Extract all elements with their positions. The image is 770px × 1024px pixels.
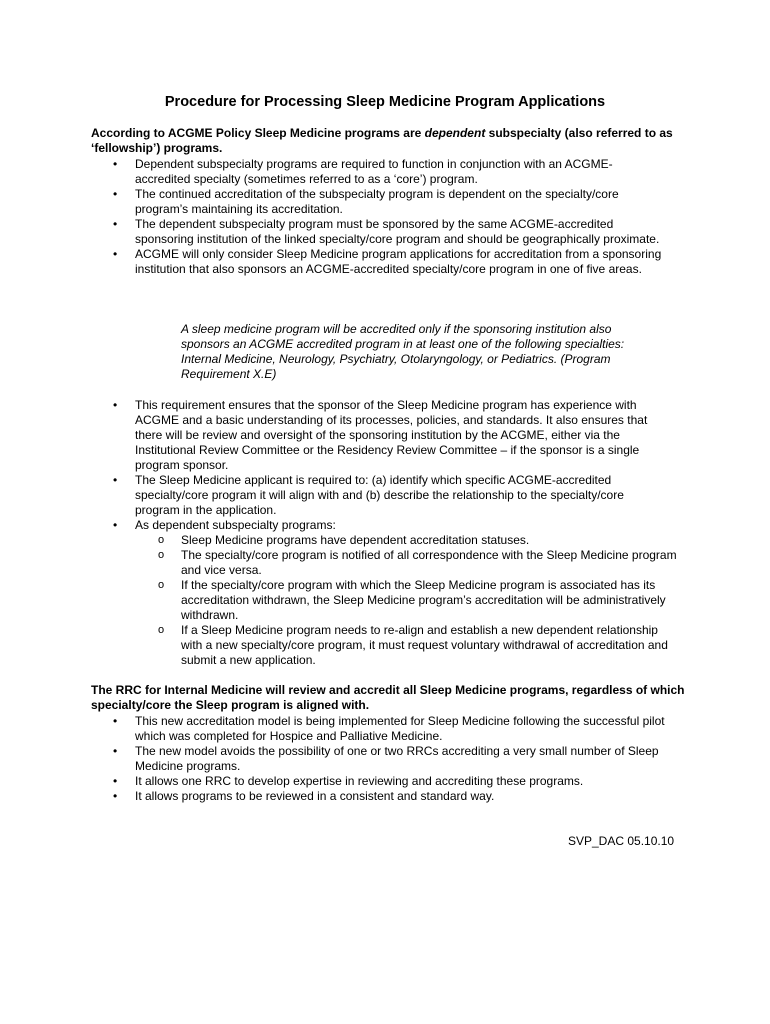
sub-list-item: o If a Sleep Medicine program needs to re-align and establish a new dependent relationship with a new specialty/core program, it must request voluntary withdrawal of accreditation and submit a new application. <box>158 623 668 667</box>
section1-heading: According to ACGME Policy Sleep Medicine programs are dependent subspecialty (also referred to as ‘fellowship’) programs. <box>91 126 673 155</box>
section1-bullet-list-2 <box>0 398 677 668</box>
program-requirement-quote: A sleep medicine program will be accredited only if the sponsoring institution also sponsors an ACGME accredited program in at least one of the following specialties: Internal Medicine, Neurology, Psychiatry, Otolaryngology, or Pediatrics. (Program Requirement X.E) <box>181 322 625 381</box>
bullet-icon: • <box>113 217 118 231</box>
section2-bullet-list <box>0 714 665 804</box>
circle-bullet-icon: o <box>158 579 165 591</box>
sub-bullet-list <box>135 533 677 668</box>
emphasis-dependent: dependent <box>424 126 486 140</box>
sub-list-item: o If the specialty/core program with which the Sleep Medicine program is associated has its accreditation withdrawn, the Sleep Medicine program’s accreditation will be administratively withdrawn. <box>158 578 666 622</box>
bullet-icon: • <box>113 714 118 728</box>
bullet-icon: • <box>113 247 118 261</box>
list-item: • The dependent subspecialty program must be sponsored by the same ACGME-accredited sponsoring institution of the linked specialty/core program and should be geographically proximate. <box>113 217 660 246</box>
bullet-icon: • <box>113 157 118 171</box>
section1-bullet-list <box>0 157 665 277</box>
bullet-icon: • <box>113 518 118 532</box>
document-code-footer: SVP_DAC 05.10.10 <box>568 834 675 848</box>
page-title: Procedure for Processing Sleep Medicine Program Applications <box>164 94 606 110</box>
section2-heading: The RRC for Internal Medicine will review and accredit all Sleep Medicine programs, regardless of which specialty/core the Sleep program is aligned with. <box>91 683 685 712</box>
list-item: • It allows programs to be reviewed in a consistent and standard way. <box>113 789 495 803</box>
list-item: • The continued accreditation of the subspecialty program is dependent on the specialty/core program’s maintaining its accreditation. <box>113 187 619 216</box>
sub-list-item: o The specialty/core program is notified of all correspondence with the Sleep Medicine program and vice versa. <box>158 548 677 577</box>
list-item: • The new model avoids the possibility of one or two RRCs accrediting a very small number of Sleep Medicine programs. <box>113 744 659 773</box>
circle-bullet-icon: o <box>158 624 165 636</box>
bullet-icon: • <box>113 744 118 758</box>
list-item: • ACGME will only consider Sleep Medicine program applications for accreditation from a sponsoring institution that also sponsors an ACGME-accredited specialty/core program in one of five areas. <box>113 247 662 276</box>
list-item: • This requirement ensures that the sponsor of the Sleep Medicine program has experience with ACGME and a basic understanding of its processes, policies, and standards. It also ensures that there will be review and oversight of the sponsoring institution by the ACGME, either via the Institutional Review Committee or the Residency Review Committee – if the sponsor is a single program sponsor. <box>113 398 648 472</box>
circle-bullet-icon: o <box>158 534 165 546</box>
circle-bullet-icon: o <box>158 549 165 561</box>
list-item: • Dependent subspecialty programs are required to function in conjunction with an ACGME-accredited specialty (sometimes referred to as a ‘core’) program. <box>113 157 613 186</box>
list-item: • The Sleep Medicine applicant is required to: (a) identify which specific ACGME-accredited specialty/core program it will align with and (b) describe the relationship to the specialty/core program in the application. <box>113 473 624 517</box>
list-item: • This new accreditation model is being implemented for Sleep Medicine following the successful pilot which was completed for Hospice and Palliative Medicine. <box>113 714 665 743</box>
bullet-icon: • <box>113 187 118 201</box>
sub-list-item: o Sleep Medicine programs have dependent accreditation statuses. <box>158 533 530 547</box>
bullet-icon: • <box>113 473 118 487</box>
bullet-icon: • <box>113 398 118 412</box>
bullet-icon: • <box>113 789 118 803</box>
bullet-icon: • <box>113 774 118 788</box>
list-item: • It allows one RRC to develop expertise in reviewing and accrediting these programs. <box>113 774 584 788</box>
list-item: • As dependent subspecialty programs: o Sleep Medicine programs have dependent accreditation statuses. o The specialty/core program is notified of all correspondence with the Sleep Medicine program and vice versa. o If the specialty/core program with which the Sleep Medicine program is associated has its accreditation withdrawn, the Sleep Medicine program’s accreditation will be administratively withdrawn. o If a Sleep Medicine program needs to re-align and establish a new dependent relationship with a new specialty/core program, it must request voluntary withdrawal of accreditation and submit a new application. <box>0 518 665 668</box>
